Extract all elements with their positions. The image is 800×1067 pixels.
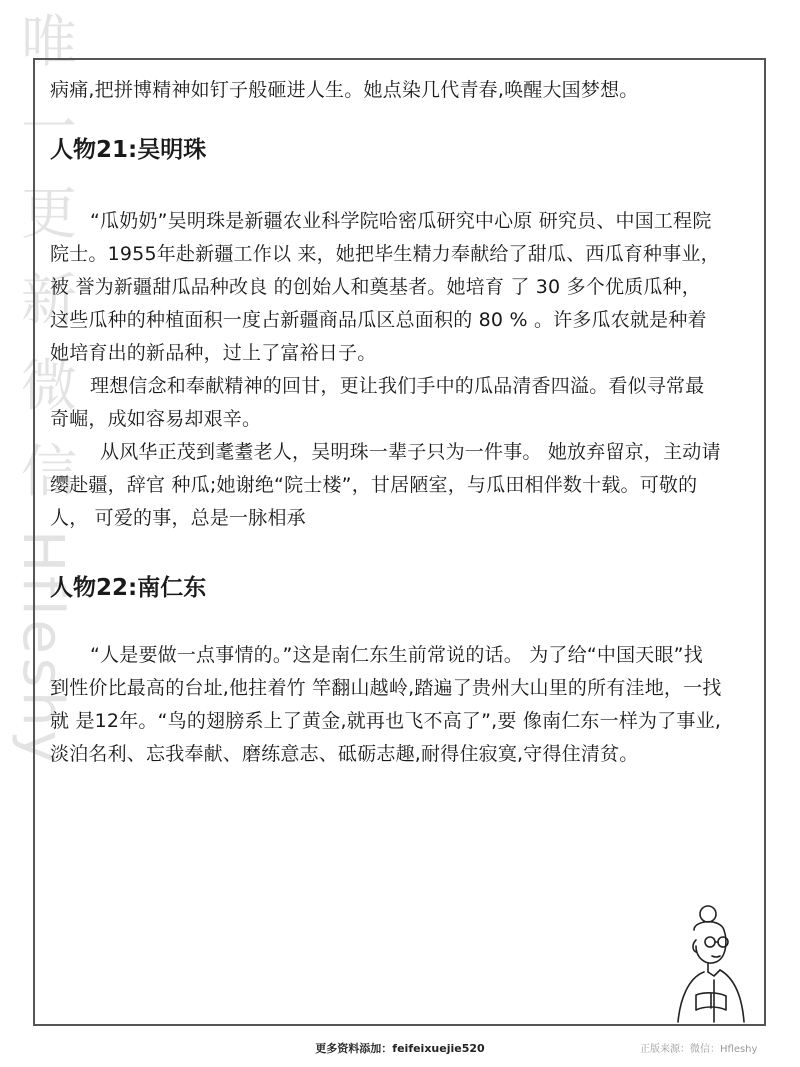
watermark-char: 信: [21, 440, 77, 505]
paragraph-21a: [50, 205, 750, 370]
reading-woman-illustration: [668, 900, 758, 1025]
paragraph-21b: [50, 370, 750, 436]
document-body: [50, 70, 750, 771]
watermark-char: 新: [21, 268, 77, 333]
text-line: 奇崛，成如容易却艰辛。: [50, 408, 262, 430]
text-line: 这些瓜种的种植面积一度占新疆商品瓜区总面积的 80 % 。许多瓜农就是种着: [50, 309, 707, 331]
text-line: “瓜奶奶”吴明珠是新疆农业科学院哈密瓜研究中心原 研究员、中国工程院: [90, 210, 712, 232]
footer-contact: 更多资料添加：feifeixuejie520: [315, 1042, 485, 1055]
text-line: 从风华正茂到耄耋老人，吴明珠一辈子只为一件事。 她放弃留京，主动请: [100, 441, 721, 463]
text-line: 人， 可爱的事，总是一脉相承: [50, 507, 306, 529]
watermark-char: 更: [21, 182, 77, 247]
text-line: 理想信念和奉献精神的回甘，更让我们手中的瓜品清香四溢。看似寻常最: [90, 375, 705, 397]
text-line: 院士。1955年赴新疆工作以 来，她把毕生精力奉献给了甜瓜、西瓜育种事业，: [50, 243, 720, 265]
watermark-latin: Hfleshy: [10, 530, 75, 768]
text-line: 就 是12年。“鸟的翅膀系上了黄金,就再也飞不高了”,要 像南仁东一样为了事业,: [50, 710, 722, 732]
text-line: 到性价比最高的台址,他拄着竹 竿翻山越岭,踏遍了贵州大山里的所有洼地，一找: [50, 677, 722, 699]
heading-person-22: 人物22:南仁东: [50, 575, 207, 601]
text-line: “人是要做一点事情的。”这是南仁东生前常说的话。 为了给“中国天眼”找: [90, 644, 703, 666]
intro-line: 病痛,把拼博精神如钉子般砸进人生。她点染几代青春,唤醒大国梦想。: [50, 79, 639, 101]
text-line: 她培育出的新品种，过上了富裕日子。: [50, 342, 377, 364]
watermark-char: 微: [21, 354, 77, 419]
watermark-char: 唯: [21, 10, 77, 75]
text-line: 缨赴疆，辞官 种瓜;她谢绝“院士楼”，甘居陋室，与瓜田相伴数十载。可敬的: [50, 474, 698, 496]
watermark-char: 一: [21, 96, 77, 161]
paragraph-21c: [50, 436, 750, 535]
heading-person-21: 人物21:吴明珠: [50, 137, 207, 163]
paragraph-22: [50, 639, 750, 771]
text-line: 被 誉为新疆甜瓜品种改良 的创始人和奠基者。她培育 了 30 多个优质瓜种，: [50, 276, 701, 298]
text-line: 淡泊名利、忘我奉献、磨练意志、砥砺志趣,耐得住寂寞,守得住清贫。: [50, 743, 639, 765]
footer-source: 正版来源：微信：Hfleshy: [640, 1044, 758, 1055]
